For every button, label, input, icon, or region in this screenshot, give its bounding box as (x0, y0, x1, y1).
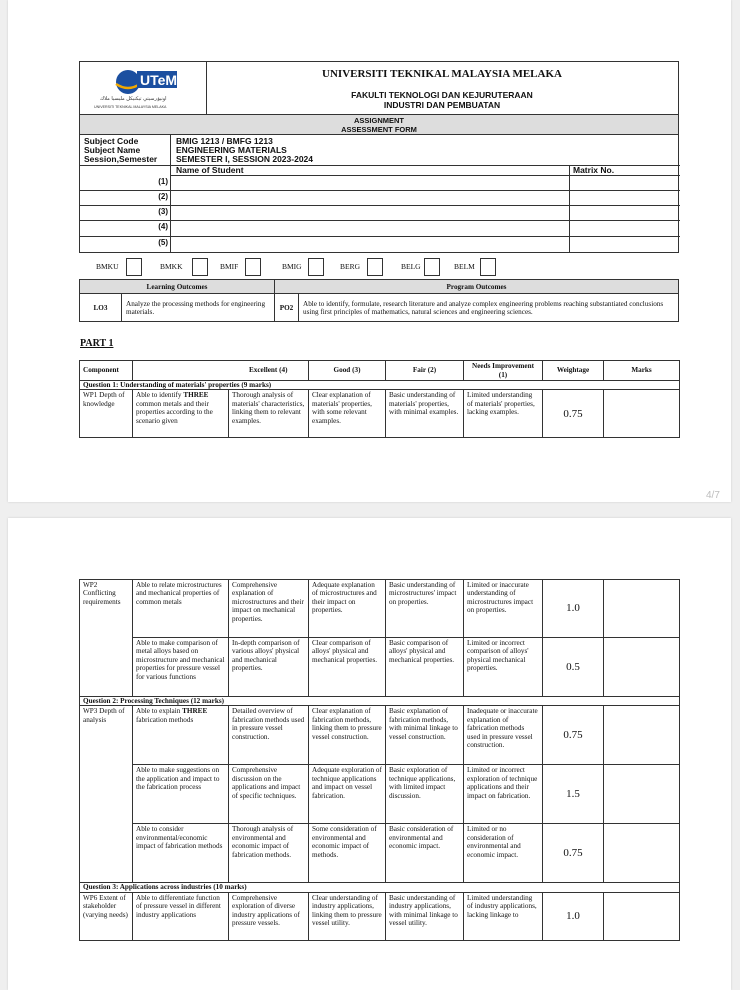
marks-cell[interactable] (604, 765, 680, 824)
matrix-no-label: Matrix No. (573, 165, 615, 175)
table-row (80, 638, 680, 697)
good-cell: Clear comparison of alloys' physical and mechanical properties. (309, 638, 386, 697)
weightage-cell: 0.75 (543, 706, 604, 765)
program-label-bmkk: BMKK (160, 262, 183, 271)
subject-name-label: Subject Name (84, 145, 141, 155)
weightage-cell: 1.0 (543, 892, 604, 940)
task-cell: Able to explain THREE fabrication methods (133, 706, 229, 765)
faculty-name (206, 90, 678, 110)
good-cell: Some consideration of environmental and economic impact of methods. (309, 824, 386, 883)
col-needs-improvement: Needs Improvement (1) (464, 361, 543, 381)
form-type-line-1: ASSIGNMENT (353, 116, 404, 125)
student-row-3: (3) (158, 207, 168, 216)
fair-cell: Basic comparison of alloys' physical and mechanical properties. (386, 638, 464, 697)
table-row (80, 706, 680, 765)
po-text: Able to identify, formulate, research literature and analyze complex engineering problems reaching substantiated conclusions using first principles of mathematics, natural sciences and engineering sciences. (299, 294, 679, 322)
table-row (80, 390, 680, 438)
program-label-bmig: BMIG (282, 262, 302, 271)
weightage-cell: 1.0 (543, 580, 604, 638)
fair-cell: Basic explanation of fabrication methods, with minimal linkage to vessel construction. (386, 706, 464, 765)
col-component: Component (80, 361, 133, 381)
good-cell: Adequate exploration of technique applications and impact on vessel fabrication. (309, 765, 386, 824)
subject-name-value: ENGINEERING MATERIALS (176, 145, 287, 155)
table-row (80, 765, 680, 824)
fair-cell: Basic consideration of environmental and economic impact. (386, 824, 464, 883)
question-3-title: Question 3: Applications across industries (10 marks) (80, 883, 680, 892)
component-cell: WP2 Conflicting requirements (80, 580, 133, 697)
fair-cell: Basic understanding of materials' properties, with minimal examples. (386, 390, 464, 438)
utem-logo-graphic (80, 62, 206, 114)
lo-code: LO3 (80, 294, 122, 322)
student-row-2: (2) (158, 192, 168, 201)
subject-code-label: Subject Code (84, 136, 139, 146)
excellent-cell: In-depth comparison of various alloys' physical and mechanical properties. (229, 638, 309, 697)
marks-cell[interactable] (604, 824, 680, 883)
task-cell: Able to differentiate function of pressure vessel in different industry applications (133, 892, 229, 940)
session-value: SEMESTER I, SESSION 2023-2024 (176, 154, 314, 164)
marks-cell[interactable] (604, 638, 680, 697)
student-row-5: (5) (158, 238, 168, 247)
form-type-line-2: ASSESSMENT FORM (341, 124, 417, 134)
weightage-cell: 0.75 (543, 824, 604, 883)
good-cell: Clear explanation of materials' properties, with some relevant examples. (309, 390, 386, 438)
excellent-cell: Thorough analysis of materials' characteristics, linking them to relevant examples. (229, 390, 309, 438)
marks-cell[interactable] (604, 892, 680, 940)
form-header (79, 61, 679, 253)
rubric-table-page-5 (79, 579, 680, 941)
faculty-line-1: FAKULTI TEKNOLOGI DAN KEJURUTERAAN (351, 90, 533, 100)
weightage-cell: 0.75 (543, 390, 604, 438)
excellent-cell: Comprehensive explanation of microstructures and their impact on mechanical properties. (229, 580, 309, 638)
question-1-title: Question 1: Understanding of materials' properties (9 marks) (80, 381, 680, 390)
fair-cell: Basic understanding of industry applications, with minimal linkage to vessel utility. (386, 892, 464, 940)
col-excellent: Excellent (4) (229, 361, 309, 381)
student-row-4: (4) (158, 222, 168, 231)
page-indicator: 4/7 (706, 490, 720, 501)
needs-cell: Limited understanding of industry applications, lacking linkage to (464, 892, 543, 940)
program-checkbox-bmkk[interactable] (192, 258, 208, 276)
program-outcomes-header: Program Outcomes (275, 280, 679, 294)
table-row (80, 824, 680, 883)
task-cell: Able to identify THREE common metals and their properties according to the scenario given (133, 390, 229, 438)
program-checkbox-belg[interactable] (424, 258, 440, 276)
program-checkbox-bmig[interactable] (308, 258, 324, 276)
program-label-belg: BELG (401, 262, 421, 271)
needs-cell: Limited or inaccurate understanding of microstructures impact on properties. (464, 580, 543, 638)
table-row (80, 580, 680, 638)
task-cell: Able to make suggestions on the application and impact to the fabrication process (133, 765, 229, 824)
table-row (80, 892, 680, 940)
good-cell: Clear understanding of industry applications, linking them to pressure vessel utility. (309, 892, 386, 940)
task-cell: Able to consider environmental/economic impact of fabrication methods (133, 824, 229, 883)
component-cell: WP6 Extent of stakeholder (varying needs) (80, 892, 133, 940)
subject-code-value: BMIG 1213 / BMFG 1213 (176, 136, 273, 146)
lo-text: Analyze the processing methods for engineering materials. (122, 294, 275, 322)
program-checkbox-bmif[interactable] (245, 258, 261, 276)
task-cell: Able to relate microstructures and mechanical properties of common metals (133, 580, 229, 638)
po-code: PO2 (275, 294, 299, 322)
weightage-cell: 1.5 (543, 765, 604, 824)
logo-subtext: UNIVERSITI TEKNIKAL MALAYSIA MELAKA (94, 105, 167, 109)
component-cell: WP1 Depth of knowledge (80, 390, 133, 438)
learning-outcomes-header: Learning Outcomes (80, 280, 275, 294)
utem-logo (80, 62, 207, 114)
component-cell: WP3 Depth of analysis (80, 706, 133, 883)
part-title: PART 1 (80, 338, 114, 349)
student-name-label: Name of Student (176, 165, 244, 175)
excellent-cell: Comprehensive discussion on the applications and impact of specific techniques. (229, 765, 309, 824)
program-label-bmku: BMKU (96, 262, 119, 271)
program-checkbox-bmku[interactable] (126, 258, 142, 276)
program-checkbox-belm[interactable] (480, 258, 496, 276)
col-weightage: Weightage (543, 361, 604, 381)
good-cell: Adequate explanation of microstructures and their impact on properties. (309, 580, 386, 638)
marks-cell[interactable] (604, 580, 680, 638)
col-good: Good (3) (309, 361, 386, 381)
marks-cell[interactable] (604, 706, 680, 765)
session-label: Session,Semester (84, 154, 158, 164)
needs-cell: Limited understanding of materials' properties, lacking examples. (464, 390, 543, 438)
needs-cell: Limited or incorrect exploration of technique applications and their impact on fabrication. (464, 765, 543, 824)
good-cell: Clear explanation of fabrication methods, linking them to pressure vessel construction. (309, 706, 386, 765)
faculty-line-2: INDUSTRI DAN PEMBUATAN (383, 100, 501, 110)
question-2-title: Question 2: Processing Techniques (12 marks) (80, 697, 680, 706)
fair-cell: Basic understanding of microstructures' impact on properties. (386, 580, 464, 638)
program-label-berg: BERG (340, 262, 361, 271)
needs-cell: Limited or incorrect comparison of alloys' physical mechanical properties. (464, 638, 543, 697)
marks-cell[interactable] (604, 390, 680, 438)
task-cell: Able to make comparison of metal alloys based on microstructure and mechanical properties for pressure vessel for various functions (133, 638, 229, 697)
program-label-bmif: BMIF (220, 262, 239, 271)
university-name: UNIVERSITI TEKNIKAL MALAYSIA MELAKA (322, 68, 562, 80)
excellent-cell: Detailed overview of fabrication methods used in pressure vessel construction. (229, 706, 309, 765)
rubric-table-page-4 (79, 360, 680, 438)
student-row-1: (1) (158, 177, 168, 186)
program-checkbox-berg[interactable] (367, 258, 383, 276)
needs-cell: Limited or no consideration of environmental and economic impact. (464, 824, 543, 883)
logo-text: UTeM (140, 72, 178, 88)
form-type (80, 114, 678, 135)
col-marks: Marks (604, 361, 680, 381)
needs-cell: Inadequate or inaccurate explanation of fabrication methods used in pressure vessel construction. (464, 706, 543, 765)
col-fair: Fair (2) (386, 361, 464, 381)
fair-cell: Basic exploration of technique applications, with limited impact discussion. (386, 765, 464, 824)
program-label-belm: BELM (454, 262, 475, 271)
excellent-cell: Comprehensive exploration of diverse industry applications of pressure vessels. (229, 892, 309, 940)
outcomes-table (79, 279, 679, 322)
svg-text:اونيۏرسيتي تيكنيكل مليسيا ملاك: اونيۏرسيتي تيكنيكل مليسيا ملاك (100, 96, 167, 102)
weightage-cell: 0.5 (543, 638, 604, 697)
excellent-cell: Thorough analysis of environmental and economic impact of fabrication methods. (229, 824, 309, 883)
